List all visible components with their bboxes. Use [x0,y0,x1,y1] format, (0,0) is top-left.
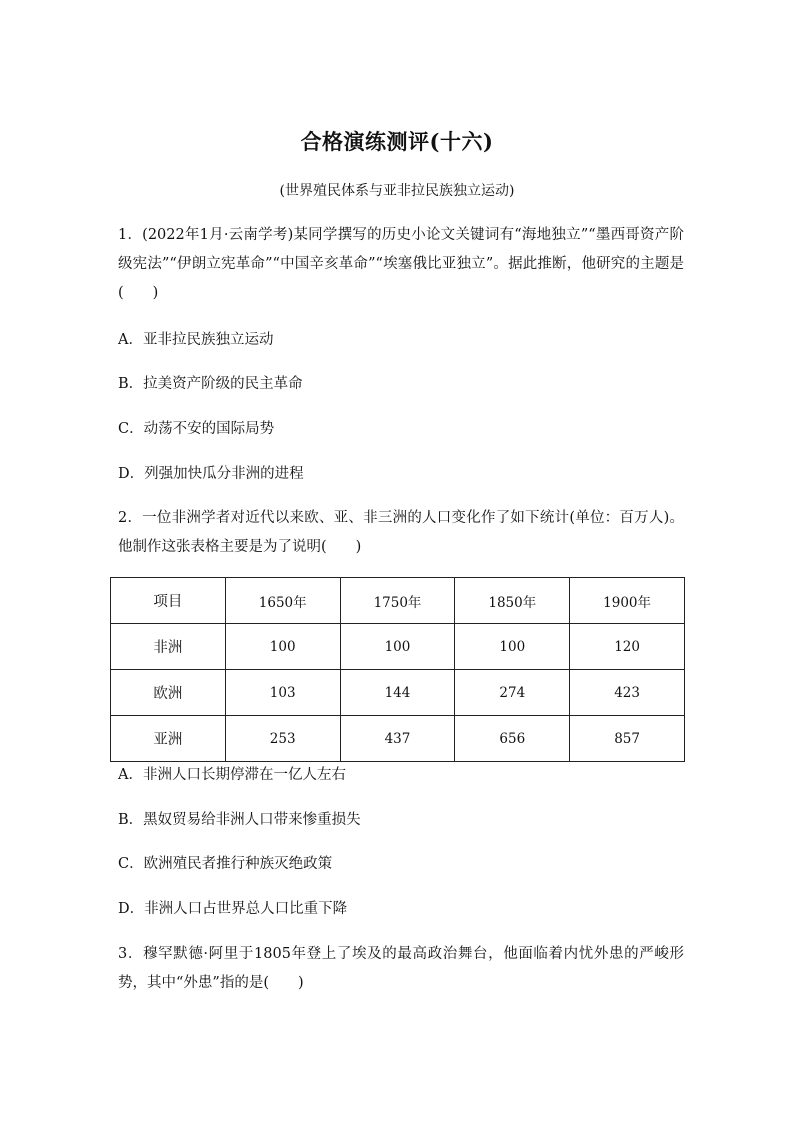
population-table [110,577,685,762]
table-cell: 144 [340,670,455,716]
page-title: 合格演练测评(十六) [300,129,494,154]
table-cell: 100 [340,624,455,670]
table-cell: 120 [570,624,685,670]
table-cell: 423 [570,670,685,716]
table-header-cell: 1650年 [225,578,340,624]
question-3-stem: 3．穆罕默德·阿里于1805年登上了埃及的最高政治舞台，他面临着内忧外患的严峻形势，其中“外患”指的是( ) [118,946,684,991]
table-cell: 857 [570,716,685,762]
question-2-stem: 2．一位非洲学者对近代以来欧、亚、非三洲的人口变化作了如下统计(单位：百万人)。他制作这张表格主要是为了说明( ) [118,510,684,555]
question-2-option-d[interactable]: D．非洲人口占世界总人口比重下降 [118,901,348,917]
question-2-option-b[interactable]: B．黑奴贸易给非洲人口带来惨重损失 [118,812,361,828]
table-cell: 437 [340,716,455,762]
table-cell: 274 [455,670,570,716]
question-1-option-a[interactable]: A．亚非拉民族独立运动 [118,332,274,348]
question-1-stem: 1．(2022年1月·云南学考)某同学撰写的历史小论文关键词有“海地独立”“墨西哥资产阶级宪法”“伊朗立宪革命”“中国辛亥革命”“埃塞俄比亚独立”。据此推断，他研究的主题是( ) [118,227,684,301]
table-cell: 100 [225,624,340,670]
question-2-option-a[interactable]: A．非洲人口长期停滞在一亿人左右 [118,767,346,783]
table-cell: 253 [225,716,340,762]
question-1-option-b[interactable]: B．拉美资产阶级的民主革命 [118,376,303,392]
question-1-option-c[interactable]: C．动荡不安的国际局势 [118,421,275,437]
table-header-cell: 1750年 [340,578,455,624]
table-cell: 100 [455,624,570,670]
question-2-option-c[interactable]: C．欧洲殖民者推行种族灭绝政策 [118,856,333,872]
page-subtitle: (世界殖民体系与亚非拉民族独立运动) [279,183,515,199]
table-row [111,670,685,716]
table-row-label: 欧洲 [111,670,226,716]
question-1-option-d[interactable]: D．列强加快瓜分非洲的进程 [118,466,304,482]
table-header-row [111,578,685,624]
table-cell: 656 [455,716,570,762]
table-header-cell: 项目 [111,578,226,624]
table-row [111,716,685,762]
table-row-label: 亚洲 [111,716,226,762]
table-row-label: 非洲 [111,624,226,670]
table-cell: 103 [225,670,340,716]
table-header-cell: 1900年 [570,578,685,624]
table-header-cell: 1850年 [455,578,570,624]
table-row [111,624,685,670]
